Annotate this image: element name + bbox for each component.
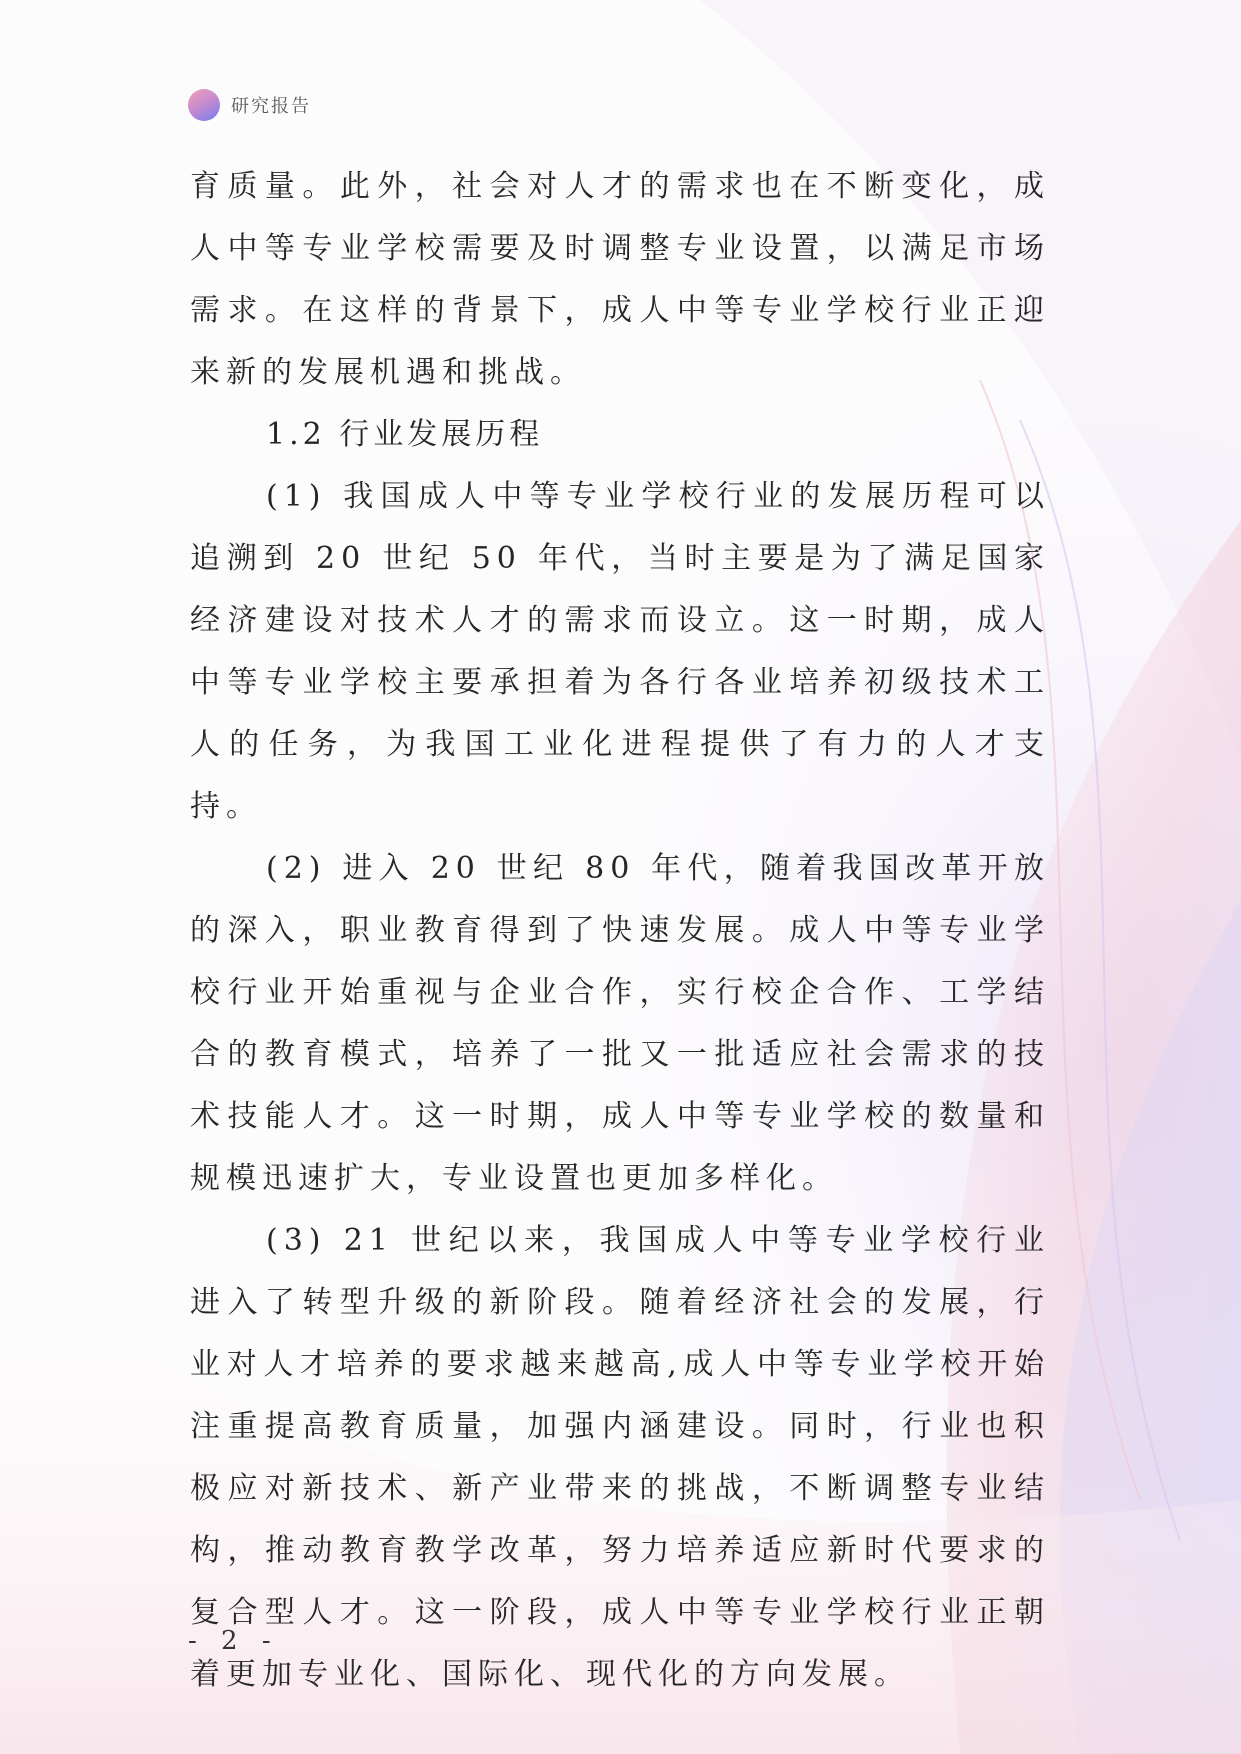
- document-body: [190, 156, 1050, 1706]
- report-header: [188, 88, 311, 122]
- paragraph-continued: 育质量。此外，社会对人才的需求也在不断变化，成人中等专业学校需要及时调整专业设置，以满足市场需求。在这样的背景下，成人中等专业学校行业正迎来新的发展机遇和挑战。: [190, 169, 1050, 390]
- paragraph: (2) 进入 20 世纪 80 年代，随着我国改革开放的深入，职业教育得到了快速发展。成人中等专业学校行业开始重视与企业合作，实行校企合作、工学结合的教育模式，培养了一批又一批适应社会需求的技术技能人才。这一时期，成人中等专业学校的数量和规模迅速扩大，专业设置也更加多样化。: [190, 851, 1050, 1196]
- header-label: 研究报告: [231, 96, 311, 117]
- section-heading: 1.2 行业发展历程: [266, 417, 544, 452]
- page-number: - 2 -: [188, 1626, 279, 1656]
- paragraph: (3) 21 世纪以来，我国成人中等专业学校行业进入了转型升级的新阶段。随着经济社会的发展，行业对人才培养的要求越来越高,成人中等专业学校开始注重提高教育质量，加强内涵建设。同时，行业也积极应对新技术、新产业带来的挑战，不断调整专业结构，推动教育教学改革，努力培养适应新时代要求的复合型人才。这一阶段，成人中等专业学校行业正朝着更加专业化、国际化、现代化的方向发展。: [190, 1223, 1050, 1692]
- paragraph: (1) 我国成人中等专业学校行业的发展历程可以追溯到 20 世纪 50 年代，当时主要是为了满足国家经济建设对技术人才的需求而设立。这一时期，成人中等专业学校主要承担着为各行各业培养初级技术工人的任务，为我国工业化进程提供了有力的人才支持。: [190, 479, 1050, 824]
- logo-circle-icon: [188, 89, 220, 121]
